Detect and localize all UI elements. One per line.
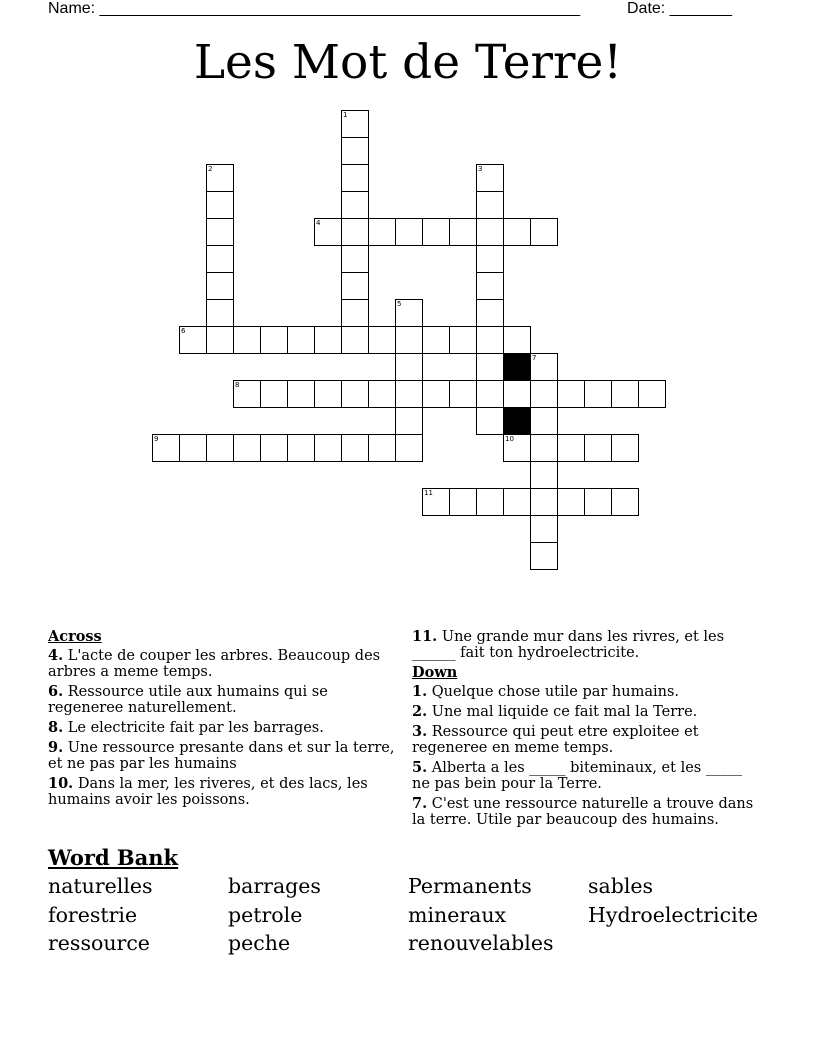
crossword-cell[interactable] <box>260 326 288 354</box>
crossword-cell[interactable] <box>341 164 369 192</box>
crossword-cell[interactable] <box>395 407 423 435</box>
crossword-cell[interactable] <box>206 164 234 192</box>
clue-text: Ressource utile aux humains qui se regeneree naturellement. <box>48 684 328 716</box>
crossword-cell[interactable] <box>611 434 639 462</box>
crossword-cell[interactable] <box>557 434 585 462</box>
clue-number: 1. <box>412 683 428 700</box>
clue-down-1 <box>412 684 762 700</box>
clue-number: 11. <box>412 628 438 645</box>
clue-number-label: 7 <box>532 354 537 362</box>
crossword-cell[interactable] <box>584 380 612 408</box>
crossword-cell[interactable] <box>395 434 423 462</box>
word-bank-item: ressource <box>48 931 150 955</box>
crossword-cell[interactable] <box>530 542 558 570</box>
crossword-cell[interactable] <box>341 380 369 408</box>
crossword-cell[interactable] <box>503 218 531 246</box>
crossword-cell[interactable] <box>260 434 288 462</box>
crossword-cell[interactable] <box>476 407 504 435</box>
clue-down-7 <box>412 796 762 828</box>
crossword-cell[interactable] <box>341 110 369 138</box>
word-bank-item: mineraux <box>408 903 507 927</box>
clue-number-label: 1 <box>343 111 348 119</box>
crossword-cell[interactable] <box>152 434 180 462</box>
crossword-cell[interactable] <box>179 326 207 354</box>
clue-text: Une ressource presante dans et sur la terre, et ne pas par les humains <box>48 740 395 772</box>
clue-number-label: 9 <box>154 435 159 443</box>
crossword-cell[interactable] <box>476 299 504 327</box>
crossword-cell[interactable] <box>314 380 342 408</box>
clue-number: 9. <box>48 739 64 756</box>
crossword-cell[interactable] <box>530 488 558 516</box>
crossword-cell[interactable] <box>476 218 504 246</box>
crossword-cell[interactable] <box>503 488 531 516</box>
crossword-cell[interactable] <box>395 353 423 381</box>
clue-number: 5. <box>412 759 428 776</box>
crossword-cell[interactable] <box>341 299 369 327</box>
clue-across-10 <box>48 776 396 808</box>
word-bank-item: Permanents <box>408 874 532 898</box>
crossword-cell[interactable] <box>368 380 396 408</box>
crossword-cell[interactable] <box>260 380 288 408</box>
clue-text: Dans la mer, les riveres, et des lacs, les humains avoir les poissons. <box>48 776 368 808</box>
crossword-cell[interactable] <box>341 326 369 354</box>
clue-across-8 <box>48 720 396 736</box>
crossword-cell[interactable] <box>206 434 234 462</box>
crossword-cell[interactable] <box>395 299 423 327</box>
crossword-cell[interactable] <box>287 434 315 462</box>
crossword-cell[interactable] <box>206 326 234 354</box>
word-bank-item: Hydroelectricite <box>588 903 759 927</box>
crossword-cell[interactable] <box>476 353 504 381</box>
clues-column-right <box>412 629 762 832</box>
clue-across-9 <box>48 740 396 772</box>
clue-text: Quelque chose utile par humains. <box>431 684 680 700</box>
crossword-cell[interactable] <box>503 434 531 462</box>
down-heading: Down <box>412 664 458 681</box>
crossword-cell[interactable] <box>422 488 450 516</box>
crossword-block <box>503 353 531 381</box>
clue-number: 10. <box>48 775 74 792</box>
crossword-cell[interactable] <box>476 326 504 354</box>
word-bank-item: sables <box>588 874 654 898</box>
crossword-cell[interactable] <box>530 380 558 408</box>
crossword-cell[interactable] <box>476 380 504 408</box>
crossword-cell[interactable] <box>341 434 369 462</box>
word-bank-title: Word Bank <box>48 845 179 870</box>
crossword-cell[interactable] <box>341 272 369 300</box>
clue-across-6 <box>48 684 396 716</box>
crossword-cell[interactable] <box>422 380 450 408</box>
word-bank-item: forestrie <box>48 903 138 927</box>
crossword-cell[interactable] <box>476 191 504 219</box>
clues-column-left <box>48 629 396 812</box>
clue-number: 2. <box>412 703 428 720</box>
name-field[interactable]: Name: ______________________________________________________ <box>48 0 581 17</box>
clue-text: Le electricite fait par les barrages. <box>67 720 324 736</box>
clue-text: L'acte de couper les arbres. Beaucoup des arbres a meme temps. <box>48 648 381 680</box>
crossword-cell[interactable] <box>395 326 423 354</box>
clue-down-5 <box>412 760 762 792</box>
crossword-cell[interactable] <box>341 191 369 219</box>
crossword-cell[interactable] <box>233 380 261 408</box>
crossword-cell[interactable] <box>503 380 531 408</box>
crossword-cell[interactable] <box>476 245 504 273</box>
clue-down-2 <box>412 704 762 720</box>
crossword-cell[interactable] <box>530 407 558 435</box>
crossword-cell[interactable] <box>530 461 558 489</box>
clue-number-label: 5 <box>397 300 402 308</box>
crossword-cell[interactable] <box>206 245 234 273</box>
crossword-cell[interactable] <box>449 380 477 408</box>
clue-across-4 <box>48 648 396 680</box>
crossword-cell[interactable] <box>287 380 315 408</box>
clue-text: Une mal liquide ce fait mal la Terre. <box>431 704 698 720</box>
crossword-cell[interactable] <box>611 380 639 408</box>
crossword-cell[interactable] <box>206 272 234 300</box>
crossword-cell[interactable] <box>206 218 234 246</box>
crossword-cell[interactable] <box>611 488 639 516</box>
crossword-cell[interactable] <box>530 353 558 381</box>
crossword-cell[interactable] <box>557 380 585 408</box>
clue-number-label: 3 <box>478 165 483 173</box>
crossword-cell[interactable] <box>422 218 450 246</box>
clue-number-label: 8 <box>235 381 240 389</box>
clue-across-11 <box>412 629 762 661</box>
clue-text: Une grande mur dans les rivres, et les ______ fait ton hydroelectricite. <box>412 629 725 661</box>
crossword-cell[interactable] <box>476 272 504 300</box>
clue-number-label: 11 <box>424 489 433 497</box>
word-bank-item: barrages <box>228 874 321 898</box>
crossword-cell[interactable] <box>584 488 612 516</box>
crossword-cell[interactable] <box>314 434 342 462</box>
crossword-cell[interactable] <box>206 191 234 219</box>
word-bank-item: peche <box>228 931 291 955</box>
crossword-cell[interactable] <box>530 515 558 543</box>
crossword-cell[interactable] <box>368 326 396 354</box>
crossword-cell[interactable] <box>233 326 261 354</box>
clue-number-label: 10 <box>505 435 514 443</box>
across-heading: Across <box>48 628 102 645</box>
clue-number: 3. <box>412 723 428 740</box>
crossword-cell[interactable] <box>584 434 612 462</box>
crossword-block <box>503 407 531 435</box>
crossword-cell[interactable] <box>449 488 477 516</box>
clue-number-label: 2 <box>208 165 213 173</box>
word-bank-item: naturelles <box>48 874 153 898</box>
crossword-cell[interactable] <box>233 434 261 462</box>
clue-number-label: 6 <box>181 327 186 335</box>
crossword-cell[interactable] <box>503 326 531 354</box>
crossword-cell[interactable] <box>395 218 423 246</box>
page-title: Les Mot de Terre! <box>193 35 623 90</box>
crossword-cell[interactable] <box>449 218 477 246</box>
clue-text: Ressource qui peut etre exploitee et regeneree en meme temps. <box>412 724 699 756</box>
word-bank-item: petrole <box>228 903 303 927</box>
clue-number: 4. <box>48 647 64 664</box>
word-bank-item: renouvelables <box>408 931 554 955</box>
clue-number: 6. <box>48 683 64 700</box>
crossword-cell[interactable] <box>314 218 342 246</box>
clue-number-label: 4 <box>316 219 321 227</box>
crossword-cell[interactable] <box>449 326 477 354</box>
clue-number: 7. <box>412 795 428 812</box>
crossword-cell[interactable] <box>206 299 234 327</box>
crossword-cell[interactable] <box>476 488 504 516</box>
crossword-cell[interactable] <box>179 434 207 462</box>
crossword-cell[interactable] <box>341 137 369 165</box>
crossword-cell[interactable] <box>341 218 369 246</box>
crossword-cell[interactable] <box>530 218 558 246</box>
clue-text: C'est une ressource naturelle a trouve dans la terre. Utile par beaucoup des humains. <box>412 796 754 828</box>
clue-down-3 <box>412 724 762 756</box>
crossword-cell[interactable] <box>341 245 369 273</box>
crossword-cell[interactable] <box>395 380 423 408</box>
crossword-cell[interactable] <box>287 326 315 354</box>
crossword-cell[interactable] <box>314 326 342 354</box>
crossword-cell[interactable] <box>476 164 504 192</box>
date-field[interactable]: Date: _______ <box>627 0 732 17</box>
crossword-cell[interactable] <box>557 488 585 516</box>
crossword-cell[interactable] <box>530 434 558 462</box>
clue-text: Alberta a les _____ biteminaux, et les _____ ne pas bein pour la Terre. <box>412 760 743 792</box>
crossword-cell[interactable] <box>422 326 450 354</box>
crossword-cell[interactable] <box>368 434 396 462</box>
crossword-cell[interactable] <box>638 380 666 408</box>
clue-number: 8. <box>48 719 64 736</box>
crossword-cell[interactable] <box>368 218 396 246</box>
